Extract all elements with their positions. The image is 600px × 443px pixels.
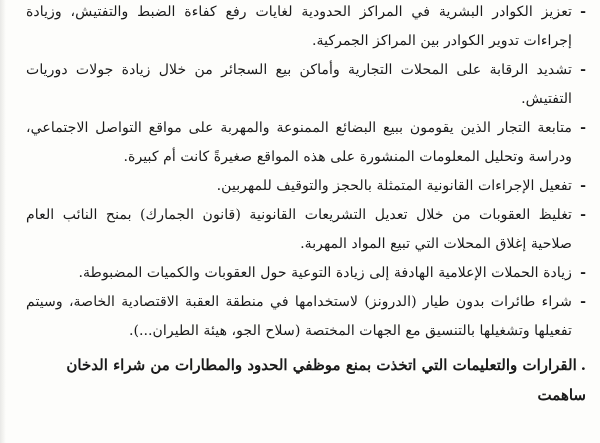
list-item-text: تشديد الرقابة على المحلات التجارية وأماكن بيع السجائر من خلال زيادة جولات دوريات التفتيش. [26,62,572,107]
bullet-marker: - [580,265,586,281]
list-item [26,0,586,56]
list-item-text: تفعيل الإجراءات القانونية المتمثلة بالحجز والتوقيف للمهربين. [216,178,572,194]
section-heading [26,350,586,410]
recommendations-list [26,0,586,346]
list-item [26,259,586,288]
list-item-text: تعزيز الكوادر البشرية في المراكز الحدودية لغايات رفع كفاءة الضبط والتفتيش، وزيادة إجراءات تدوير الكوادر بين المراكز الجمركية. [26,4,572,49]
list-item-text: متابعة التجار الذين يقومون ببيع البضائع الممنوعة والمهربة على مواقع التواصل الاجتماعي، ودراسة وتحليل المعلومات المنشورة على هذه المواقع صغيرةً كانت أم كبيرة. [26,120,572,165]
bullet-marker: - [580,4,586,20]
list-item-text: زيادة الحملات الإعلامية الهادفة إلى زيادة التوعية حول العقوبات والكميات المضبوطة. [78,265,572,281]
scan-edge-shadow [0,0,6,443]
list-item [26,288,586,346]
list-item-text: شراء طائرات بدون طيار (الدرونز) لاستخدامها في منطقة العقبة الاقتصادية الخاصة، وسيتم تفعيلها وتشغيلها بالتنسيق مع الجهات المختصة (سلاح الجو، هيئة الطيران...). [26,294,572,339]
list-item [26,114,586,172]
bullet-marker: - [580,294,586,310]
bullet-marker: - [580,62,586,78]
bullet-marker: - [580,178,586,194]
heading-marker: . [580,356,586,374]
document-body [26,0,586,410]
list-item [26,56,586,114]
bullet-marker: - [580,207,586,223]
list-item-text: تغليظ العقوبات من خلال تعديل التشريعات القانونية (قانون الجمارك) بمنح النائب العام صلاحية إغلاق المحلات التي تبيع المواد المهربة. [26,207,572,252]
section-heading-text: القرارات والتعليمات التي اتخذت بمنع موظفي الحدود والمطارات من شراء الدخان ساهمت [66,356,586,404]
list-item [26,172,586,201]
list-item [26,201,586,259]
bullet-marker: - [580,120,586,136]
